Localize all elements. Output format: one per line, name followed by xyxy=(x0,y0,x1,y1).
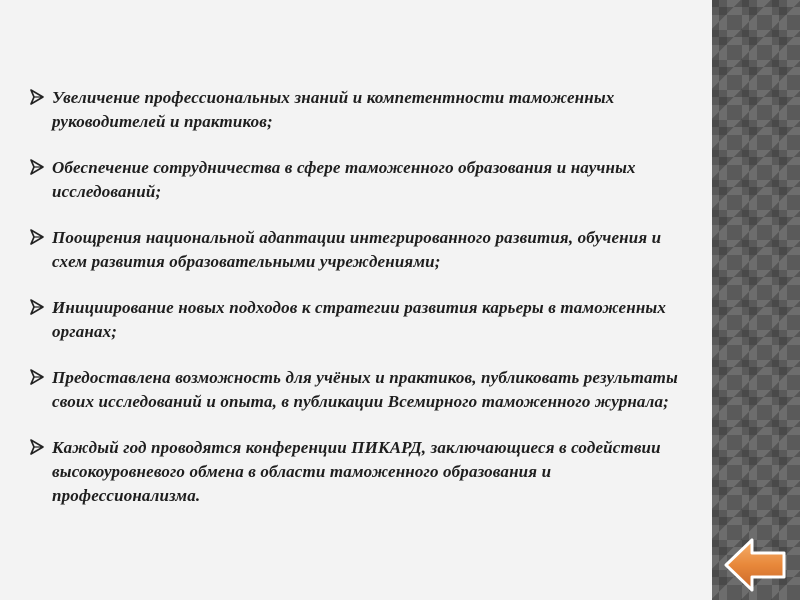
arrow-bullet-icon xyxy=(30,89,44,105)
list-item xyxy=(30,436,700,508)
back-button[interactable] xyxy=(722,536,788,594)
list-item xyxy=(30,366,700,414)
arrow-bullet-icon xyxy=(30,299,44,315)
arrow-bullet-icon xyxy=(30,229,44,245)
list-item xyxy=(30,226,700,274)
left-arrow-icon[interactable] xyxy=(722,536,788,594)
decorative-side-panel xyxy=(712,0,800,600)
bullet-list xyxy=(30,86,700,530)
list-item xyxy=(30,86,700,134)
bullet-text: Каждый год проводятся конференции ПИКАРД, заключающиеся в содействии высокоуровневого обмена в области таможенного образования и профессионализма. xyxy=(52,438,661,505)
bullet-text: Увеличение профессиональных знаний и компетентности таможенных руководителей и практиков; xyxy=(52,88,615,131)
list-item xyxy=(30,296,700,344)
arrow-bullet-icon xyxy=(30,159,44,175)
bullet-text: Предоставлена возможность для учёных и практиков, публиковать результаты своих исследований и опыта, в публикации Всемирного таможенного журнала; xyxy=(52,368,678,411)
bullet-text: Обеспечение сотрудничества в сфере таможенного образования и научных исследований; xyxy=(52,158,636,201)
list-item xyxy=(30,156,700,204)
arrow-bullet-icon xyxy=(30,369,44,385)
bullet-text: Инициирование новых подходов к стратегии развития карьеры в таможенных органах; xyxy=(52,298,667,341)
arrow-bullet-icon xyxy=(30,439,44,455)
bullet-text: Поощрения национальной адаптации интегрированного развития, обучения и схем развития образовательными учреждениями; xyxy=(52,228,662,271)
